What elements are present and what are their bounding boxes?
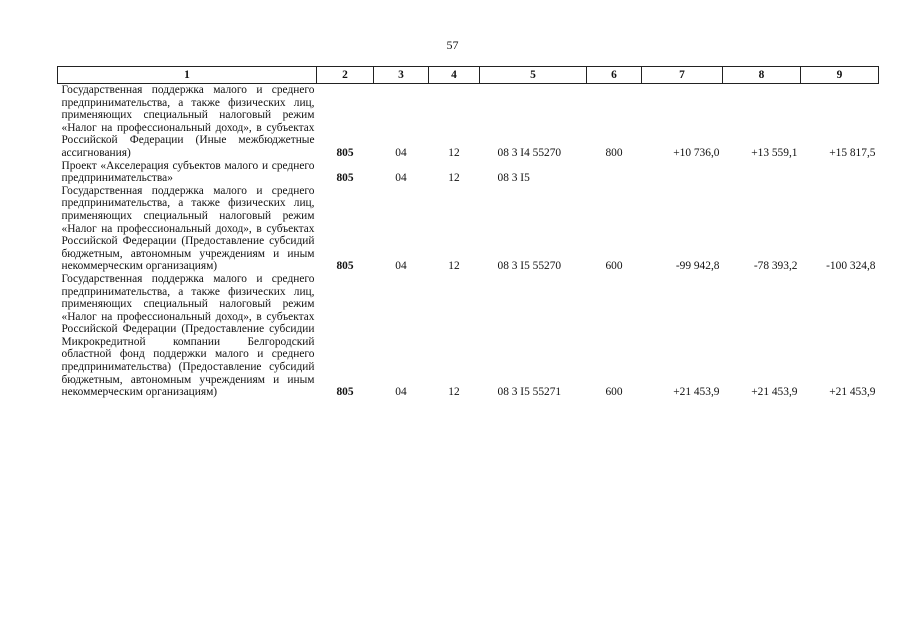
row-admin-code: 805	[336, 260, 354, 273]
row-expense-type: 800	[605, 146, 623, 159]
row-section: 04	[395, 260, 407, 273]
page-number: 57	[446, 38, 459, 52]
row-expense-type: 600	[605, 386, 623, 399]
row-section: 04	[395, 146, 407, 159]
row-amount-3: +15 817,5	[829, 146, 876, 159]
column-header-2: 2	[317, 67, 374, 84]
table-row	[58, 273, 879, 399]
table-row	[58, 84, 879, 160]
column-header-4: 4	[429, 67, 480, 84]
row-name: Государственная поддержка малого и среднего предпринимательства, а также физических лиц, применяющих специальный налоговый режим «Налог на профессиональный доход», в субъектах Российской Федерации (Предоставление субсидии Микрокредитной компании Белгородский областной фонд поддержки малого и среднего предпринимательства) (Предоставление субсидий бюджетным, автономным учреждениям и иным некоммерческим организациям)	[61, 272, 315, 399]
row-admin-code: 805	[336, 172, 354, 185]
row-subsection: 12	[448, 260, 460, 273]
table-row	[58, 160, 879, 185]
row-name: Государственная поддержка малого и среднего предпринимательства, а также физических лиц, применяющих специальный налоговый режим «Налог на профессиональный доход», в субъектах Российской Федерации (Иные межбюджетные ассигнования)	[61, 84, 315, 159]
row-target-article: 08 3 I5 55270	[497, 260, 562, 273]
column-header-1: 1	[58, 67, 317, 84]
row-amount-1: +21 453,9	[673, 386, 720, 399]
row-target-article: 08 3 I4 55270	[497, 146, 562, 159]
row-subsection: 12	[448, 146, 460, 159]
row-subsection: 12	[448, 386, 460, 399]
column-header-6: 6	[587, 67, 642, 84]
row-amount-2: -78 393,2	[753, 260, 798, 273]
row-target-article: 08 3 I5 55271	[497, 386, 562, 399]
row-amount-2	[723, 160, 801, 185]
row-section: 04	[395, 386, 407, 399]
row-expense-type	[587, 160, 642, 185]
row-target-article: 08 3 I5	[497, 172, 530, 185]
row-amount-3: -100 324,8	[826, 260, 876, 273]
budget-table	[57, 66, 879, 399]
row-amount-3	[801, 160, 879, 185]
row-name: Государственная поддержка малого и среднего предпринимательства, а также физических лиц, применяющих специальный налоговый режим «Налог на профессиональный доход», в субъектах Российской Федерации (Предоставление субсидий бюджетным, автономным учреждениям и иным некоммерческим организациям)	[61, 184, 315, 273]
column-header-3: 3	[374, 67, 429, 84]
row-section: 04	[395, 172, 407, 185]
row-admin-code: 805	[336, 146, 354, 159]
column-header-8: 8	[723, 67, 801, 84]
row-name: Проект «Акселерация субъектов малого и среднего предпринимательства»	[61, 159, 315, 185]
row-amount-3: +21 453,9	[829, 386, 876, 399]
row-subsection: 12	[448, 172, 460, 185]
column-header-9: 9	[801, 67, 879, 84]
row-expense-type: 600	[605, 260, 623, 273]
row-amount-2: +13 559,1	[751, 146, 798, 159]
table-row	[58, 185, 879, 273]
column-header-7: 7	[642, 67, 723, 84]
row-amount-1	[642, 160, 723, 185]
row-amount-2: +21 453,9	[751, 386, 798, 399]
row-amount-1: +10 736,0	[673, 146, 720, 159]
row-amount-1: -99 942,8	[675, 260, 720, 273]
table-header-row	[58, 67, 879, 84]
row-admin-code: 805	[336, 386, 354, 399]
column-header-5: 5	[480, 67, 587, 84]
